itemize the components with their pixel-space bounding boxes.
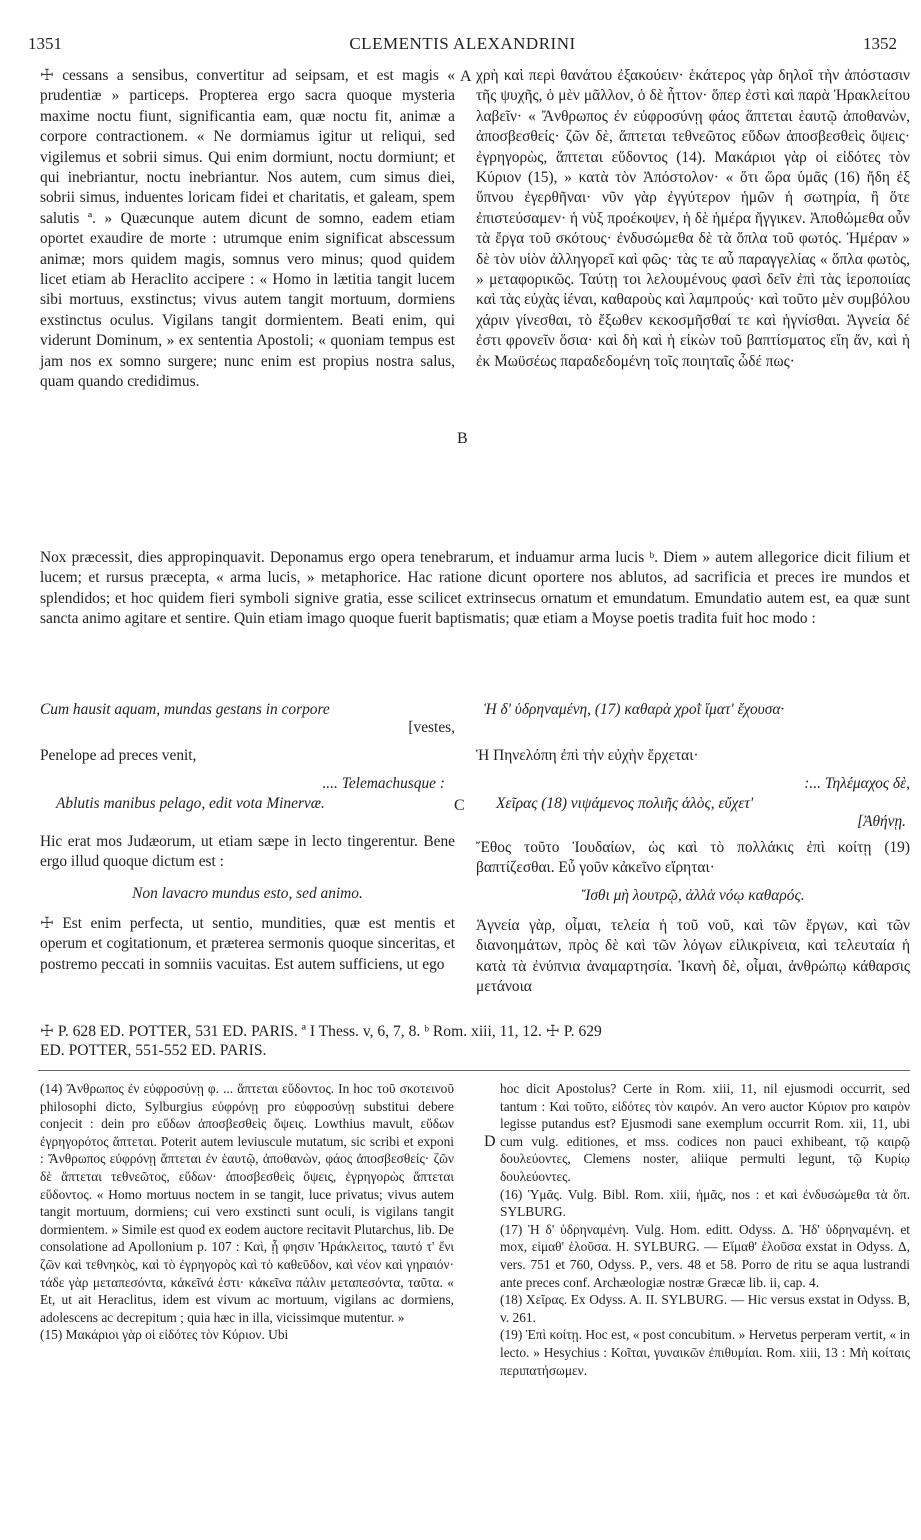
footnote-divider xyxy=(38,1070,910,1071)
latin-column-top: ☩ cessans a sensibus, convertitur ad seipsam, et est magis « prudentiæ » particeps. Propterea ergo sacra quoque mysteria maxime noctu fiunt, significantia eam, quæ noctu fit, animæ a corpore contractionem. « Ne dormiamus igitur ut reliqui, sed vigilemus et sobrii simus. Qui enim dormiunt, noctu dormiunt; et qui inebriantur, noctu inebriantur. Nos autem, cum simus diei, sobrii simus, induentes loricam fidei et charitatis, et galeam, spem salutis ª. » Quæcunque autem dicunt de somno, eadem etiam oportet exaudire de morte : utrumque enim significat abscessum animæ; mors quidem magis, somnus vero minus; quod quidem licet etiam ab Heraclito accipere : « Homo in lætitia tangit lucem sibi mortuus, exstinctus; vivus autem tangit mortuum, dormiens exstinctus oculus. Vigilans tangit dormientem. Beati enim, qui viderunt Dominum, » ex sententia Apostoli; « quoniam tempus est jam nos ex somno surgere; nunc enim est propius nostra salus, quam quando credidimus. xyxy=(40,67,455,391)
verse-greek-5: Ἴσθι μὴ λουτρῷ, ἀλλὰ νόῳ καθαρός. xyxy=(581,887,805,904)
verse-greek-2: Ἡ Πηνελόπη ἐπὶ τὴν εὐχὴν ἔρχεται· xyxy=(476,747,699,764)
greek-column-bottom: Ἁγνεία γὰρ, οἶμαι, τελεία ἡ τοῦ νοῦ, καὶ τῶν ἔργων, καὶ τῶν διανοημάτων, πρὸς δὲ καὶ τῶν λόγων εἰλικρίνεια, καὶ τελευταία ἡ κατὰ τὰ ἐνύπνια ἀναμαρτησία. Ἱκανὴ δὲ, οἶμαι, ἀνθρώπῳ κάθαρσις μετάνοια xyxy=(476,917,910,996)
margin-letter-a: A xyxy=(460,68,472,85)
footnote: (15) Μακάριοι γὰρ οἱ εἰδότες τὸν Κύριον. Ubi xyxy=(40,1327,289,1343)
verse-latin-3: .... Telemachusque : xyxy=(322,775,445,792)
running-header xyxy=(28,34,897,56)
footnote: (14) Ἄνθρωπος ἐν εὐφροσύνῃ φ. ... ἅπτεται εὕδοντος. In hoc τοῦ σκοτεινοῦ philosophi dicto, Sylburgius εὐφρόνῃ pro εὐφροσύνῃ substitui debere conjecit : dein pro εὕδων ἀποσβεσθεὶς ὄψεις. Lowthius mavult, εὕδων ἐγρηγορότος ἅπτεται. Poterit autem leviuscule mutatum, sic scribi et exponi : Ἄνθρωπος εὐφρόνῃ ἅπτεται ἐν ἑαυτῷ, ἀποθανὼν, φάος ἀποσβεσθείς· ζῶν δὲ ἅπτεται τεθνεῶτος, εὕδων· ἀποσβεσθεὶς ὄψεις, ἐγρηγορὼς ἅπτεται εὕδοντος. « Homo mortuus noctem in se tangit, luce privatus; vivus autem tangit mortuum, dormiens; cui vero exstincti sunt oculi, is vigilans tangit dormientem. » Simile est quod ex eodem auctore recitavit Plutarchus, lib. De consolatione ad Apollonium p. 107 : Καὶ, ᾗ φησιν Ἡράκλειτος, ταυτό τ' ἔνι ζῶν καὶ τεθνηκὸς, καὶ τὸ ἐγρηγορὸς καὶ τὸ καθεῦδον, καὶ νέον καὶ γηραιόν· τάδε γὰρ μεταπεσόντα, κἀκεῖνά ἐστι· κἀκεῖνα πάλιν μεταπεσόντα, ταῦτα. « Et, ut ait Heraclitus, idem est vivum ac mortuum, vigilans ac dormiens, adolescens ac decrepitum ; quia hæc in illa, vicissimque mutentur. » xyxy=(40,1081,454,1325)
verse-greek-4: Χεῖρας (18) νιψάμενος πολιῆς ἁλὸς, εὔχετ' xyxy=(496,795,754,812)
margin-letter-b: B xyxy=(457,430,468,447)
footnotes-right-column xyxy=(500,1080,910,1379)
latin-middle-paragraph: Hic erat mos Judæorum, ut etiam sæpe in lecto tingerentur. Bene ergo illud quoque dictum est : xyxy=(40,833,455,871)
footnote: (17) Ἡ δ' ὑδρηναμένη. Vulg. Hom. editt. Odyss. Δ. Ἡδ' ὑδρηναμένη. et mox, εἱμαθ' ἑλοῦσα. H. SYLBURG. — Εἵμαθ' ἑλοῦσα exstat in Odyss. Δ, vers. 751 et 760, Odyss. P., vers. 48 et 58. Porro de ritu se aqua lustrandi ante preces conf. Archæologiæ nostræ Græcæ lib. ii, cap. 4. xyxy=(500,1221,910,1290)
page-number-right: 1352 xyxy=(863,34,897,53)
page-number-left: 1351 xyxy=(28,34,62,53)
verse-greek-1: Ἡ δ' ὑδρηναμένη, (17) καθαρὰ χροῒ ἵματ' ἔχουσα· xyxy=(484,701,785,718)
edition-references xyxy=(40,1022,910,1060)
verse-greek-3: :... Τηλέμαχος δὲ, xyxy=(804,775,910,792)
footnote: hoc dicit Apostolus? Certe in Rom. xiii, 11, nil ejusmodi occurrit, sed tantum : Καὶ τοῦτο, εἰδότες τὸν καιρόν. An vero auctor Κύριον pro καιρὸν legisse putandus est? Ejusmodi sane exemplum occurrit Rom. xii, 11, ubi cum vulg. editiones, et mss. codices non pauci exhibeant, τῷ καιρῷ δουλεύοντες, Clemens noster, aliique permulti legunt, τῷ Κυρίῳ δουλεύοντες. xyxy=(500,1081,910,1184)
footnote: (16) Ὑμᾶς. Vulg. Bibl. Rom. xiii, ἡμᾶς, nos : et καὶ ἐνδυσώμεθα τὰ ὅπ. SYLBURG. xyxy=(500,1186,910,1220)
latin-column-bottom: ☩ Est enim perfecta, ut sentio, mundities, quæ est mentis et operum et cogitationum, et præterea sermonis quoque sinceritas, et postremo peccati in somniis vacuitas. Est autem sufficiens, ut ego xyxy=(40,915,455,973)
verse-latin-5: Non lavacro mundus esto, sed animo. xyxy=(132,885,363,902)
verse-latin-2: Penelope ad preces venit, xyxy=(40,747,197,764)
verse-latin-4: Ablutis manibus pelago, edit vota Minervæ. xyxy=(56,795,325,812)
verse-greek-4-continued: [Ἀθήνῃ. xyxy=(857,813,906,830)
greek-middle-paragraph: Ἔθος τοῦτο Ἰουδαίων, ὡς καὶ τὸ πολλάκις ἐπὶ κοίτῃ (19) βαπτίζεσθαι. Εὖ γοῦν κἀκεῖνο εἴρηται· xyxy=(476,839,910,877)
footnotes-left-column xyxy=(40,1080,454,1344)
footnote: (19) Ἐπὶ κοίτῃ. Hoc est, « post concubitum. » Hervetus perperam vertit, « in lecto. » Hesychius : Κοῖται, γυναικῶν ἐπιθυμίαι. Rom. xiii, 13 : Μὴ κοίταις περιπατήσωμεν. xyxy=(500,1327,910,1378)
edition-reference-line-2: ED. POTTER, 551-552 ED. PARIS. xyxy=(40,1042,267,1059)
margin-letter-c: C xyxy=(454,797,465,814)
greek-column-top: χρὴ καὶ περὶ θανάτου ἐξακούειν· ἑκάτερος γὰρ δηλοῖ τὴν ἀπόστασιν τῆς ψυχῆς, ὁ μὲν μᾶλλον, ὁ δὲ ἧττον· ὅπερ ἐστὶ καὶ παρὰ Ἡρακλείτου λαβεῖν· « Ἄνθρωπος ἐν εὐφροσύνῃ φάος ἅπτεται ἑαυτῷ ἀποθανὼν, ἀποσβεσθείς· ζῶν δὲ, ἅπτεται τεθνεῶτος εὕδων ἀποσβεσθεὶς ὄψεις· ἐγρηγορὼς, ἅπτεται εὕδοντος (14). Μακάριοι γὰρ οἱ εἰδότες τὸν Κύριον (15), » κατὰ τὸν Ἀπόστολον· « ὅτι ὥρα ὑμᾶς (16) ἤδη ἐξ ὕπνου ἐγερθῆναι· νῦν γὰρ ἐγγύτερον ἡμῶν ἡ σωτηρία, ἢ ὅτε ἐπιστεύσαμεν· ἡ νὺξ προέκοψεν, ἡ δὲ ἡμέρα ἤγγικεν. Ἀποθώμεθα οὖν τὰ ἔργα τοῦ σκότους· ἐνδυσώμεθα δὲ τὰ ὅπλα τοῦ φωτός. Ἡμέραν » δὲ τὸν υἱὸν ἀλληγορεῖ καὶ φῶς· τὰς τε αὖ παραγγελίας « ὅπλα φωτὸς, » μεταφορικῶς. Ταύτῃ τοι λελουμένους φασὶ δεῖν ἐπὶ τὰς ἱεροποιίας καὶ τὰς εὐχὰς ἰέναι, καθαροὺς καὶ λαμπρούς· καὶ τοῦτο μὲν συμβόλου χάριν γίνεσθαι, τὸ ἔξωθεν κεκοσμῆσθαί τε καὶ ἡγνίσθαι. Ἁγνεία δέ ἐστι φρονεῖν ὅσια· καὶ δὴ καὶ ἡ εἰκὼν τοῦ βαπτίσματος εἴη ἄν, καὶ ἡ ἐκ Μωϋσέως παραδεδομένη τοῖς ποιηταῖς ὧδέ πως· xyxy=(476,67,910,370)
edition-reference-line-1: ☩ P. 628 ED. POTTER, 531 ED. PARIS. ª I Thess. v, 6, 7, 8. ᵇ Rom. xiii, 11, 12. ☩ P. 629 xyxy=(40,1023,602,1040)
verse-latin-1-continued: [vestes, xyxy=(408,719,455,736)
footnote: (18) Χεῖρας. Ex Odyss. A. II. SYLBURG. — Hic versus exstat in Odyss. B, v. 261. xyxy=(500,1292,910,1325)
running-title: CLEMENTIS ALEXANDRINI xyxy=(349,34,576,53)
latin-full-width-paragraph: Nox præcessit, dies appropinquavit. Deponamus ergo opera tenebrarum, et induamur arma lucis ᵇ. Diem » autem allegorice dicit filium et lucem; et rursus præcepta, « arma lucis, » metaphorice. Hac ratione dicunt oportere nos ablutos, ad sacrificia et preces ire mundos et splendidos; et hoc quidem fieri symboli signive gratia, esse scilicet extrinsecus ornatum et emundatum. Emundatio autem est, ea quæ sunt sancta animo agitare et sentire. Quin etiam imago quoque fuerit baptismatis; quæ etiam a Moyse poetis tradita fuit hoc modo : xyxy=(40,549,910,628)
margin-letter-d: D xyxy=(484,1133,496,1150)
verse-latin-1: Cum hausit aquam, mundas gestans in corpore xyxy=(40,701,330,718)
